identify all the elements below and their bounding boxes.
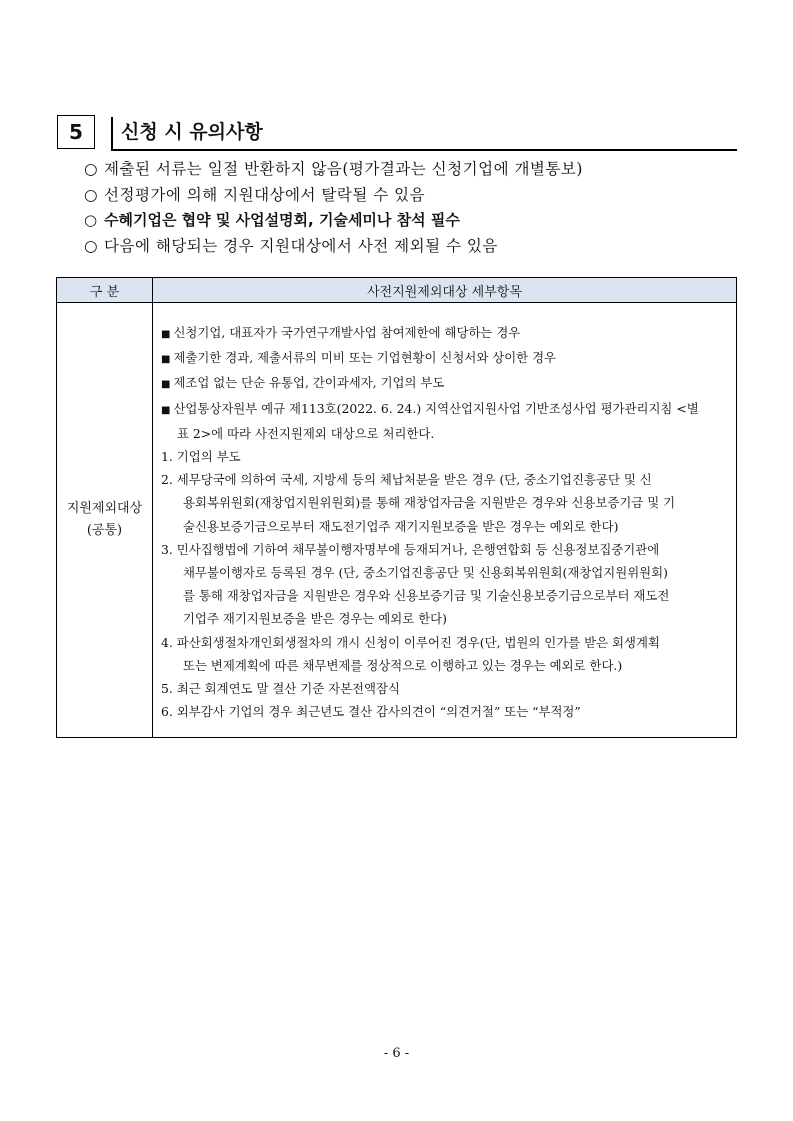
circle-bullet-icon: ○ — [84, 160, 99, 178]
square-bullet-icon: ■ — [161, 379, 171, 391]
circle-bullet-icon: ○ — [84, 236, 99, 255]
numbered-item-continuation: 기업주 재기지원보증을 받은 경우는 예외로 한다) — [183, 611, 447, 627]
notice-text: 다음에 해당되는 경우 지원대상에서 사전 제외될 수 있음 — [104, 236, 498, 255]
circle-bullet-icon: ○ — [84, 211, 98, 229]
numbered-item-continuation: 를 통해 재창업자금을 지원받은 경우와 신용보증기금 및 기술신용보증기금으로부터 재도전 — [183, 588, 670, 604]
table-row — [57, 303, 737, 738]
numbered-item-continuation: 또는 변제계획에 따른 채무변제를 정상적으로 이행하고 있는 경우는 예외로 한다.) — [183, 657, 623, 673]
notice-text: 제출된 서류는 일절 반환하지 않음(평가결과는 신청기업에 개별통보) — [104, 160, 583, 178]
category-cell — [57, 303, 153, 738]
notice-item — [84, 234, 744, 260]
notice-item — [84, 208, 744, 234]
square-bullet-icon: ■ — [161, 354, 171, 366]
numbered-item-continuation: 용회복위원회(재창업지원위원회)를 통해 재창업자금을 지원받은 경우와 신용보증기금 및 기 — [183, 495, 676, 511]
list-item: ■ 제조업 없는 단순 유통업, 간이과세자, 기업의 부도 — [161, 371, 730, 396]
section-number: 5 — [57, 115, 95, 149]
list-item: ■ 산업통상자원부 예규 제113호(2022. 6. 24.) 지역산업지원사업 기반조성사업 평가관리지침 <별 — [161, 397, 730, 422]
section-header — [57, 115, 737, 151]
notice-item — [84, 183, 744, 209]
page-number: - 6 - — [383, 1046, 410, 1061]
numbered-item: 3. 민사집행법에 기하여 채무불이행자명부에 등재되거나, 은행연합회 등 신용정보집중기관에 — [161, 541, 660, 557]
header-details: 사전지원제외대상 세부항목 — [153, 278, 737, 303]
notice-item — [84, 157, 744, 183]
numbered-item: 6. 외부감사 기업의 경우 최근년도 결산 감사의견이 “의견거절” 또는 “부적정” — [161, 704, 581, 720]
square-bullet-icon: ■ — [161, 404, 171, 416]
section-underline — [111, 149, 737, 151]
numbered-item: 4. 파산회생절차개인회생절차의 개시 신청이 이루어진 경우(단, 법원의 인가를 받은 회생계획 — [161, 634, 660, 650]
numbered-item-continuation: 채무불이행자로 등록된 경우 (단, 중소기업진흥공단 및 신용회복위원회(재창업지원위원회) — [183, 565, 668, 581]
list-item-continuation: 표 2>에 따라 사전지원제외 대상으로 처리한다. — [177, 425, 435, 441]
circle-bullet-icon: ○ — [84, 185, 99, 204]
category-sub-label: (공통) — [86, 523, 123, 539]
section-title: 신청 시 유의사항 — [121, 121, 263, 143]
exclusion-table — [56, 277, 737, 738]
list-item: ■ 신청기업, 대표자가 국가연구개발사업 참여제한에 해당하는 경우 — [161, 321, 730, 346]
notice-text: 수혜기업은 협약 및 사업설명회, 기술세미나 참석 필수 — [104, 211, 460, 229]
numbered-item: 2. 세무당국에 의하여 국세, 지방세 등의 체납처분을 받은 경우 (단, 중소기업진흥공단 및 신 — [161, 472, 652, 488]
numbered-item-continuation: 술신용보증기금으로부터 재도전기업주 재기지원보증을 받은 경우는 예외로 한다) — [183, 518, 619, 534]
list-item: ■ 제출기한 경과, 제출서류의 미비 또는 기업현황이 신청서와 상이한 경우 — [161, 346, 730, 371]
numbered-item: 5. 최근 회계연도 말 결산 기준 자본전액잠식 — [161, 681, 400, 697]
table-header-row — [57, 278, 737, 303]
category-label: 지원제외대상 — [66, 501, 143, 517]
header-category: 구 분 — [57, 278, 153, 303]
square-bullet-icon: ■ — [161, 329, 171, 340]
notice-text: 선정평가에 의해 지원대상에서 탈락될 수 있음 — [104, 185, 426, 204]
notice-list — [84, 157, 744, 259]
section-divider — [111, 117, 113, 149]
detail-cell — [153, 303, 737, 738]
numbered-item: 1. 기업의 부도 — [161, 449, 241, 465]
